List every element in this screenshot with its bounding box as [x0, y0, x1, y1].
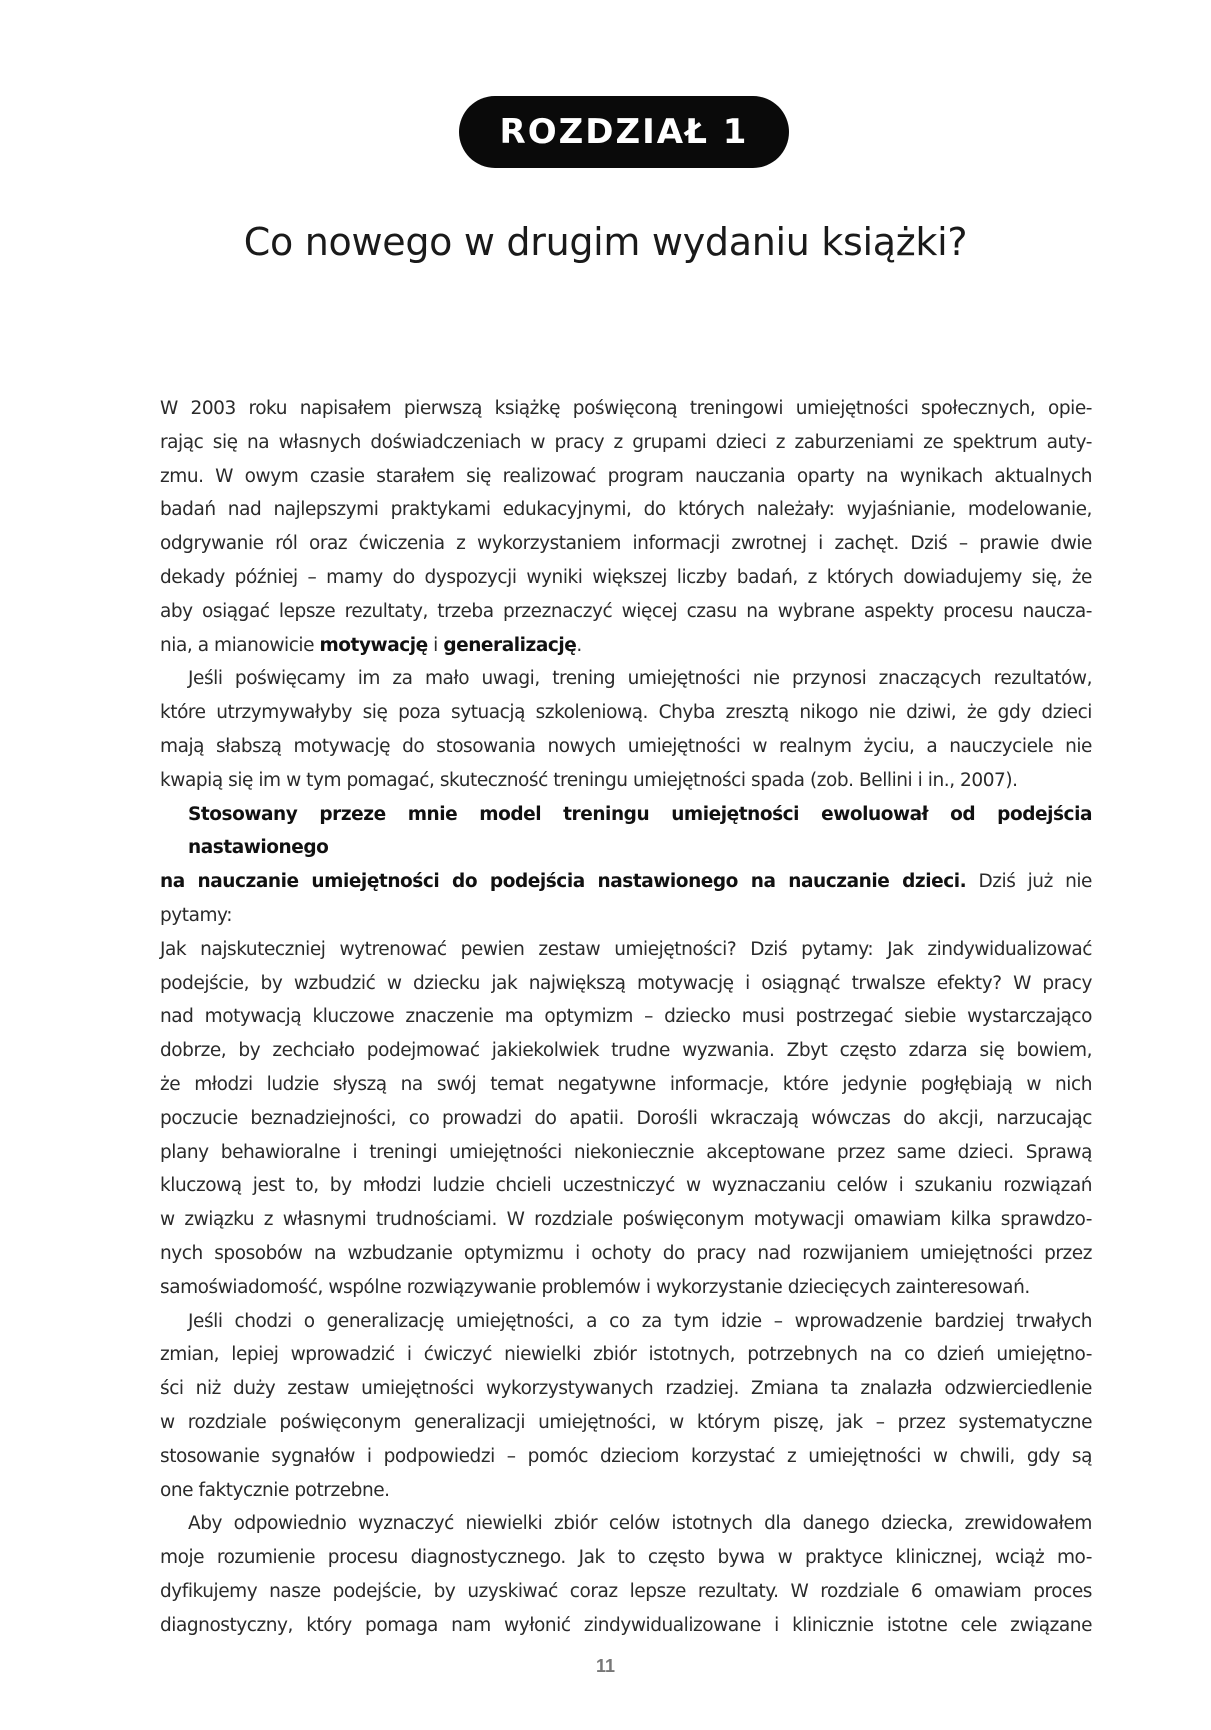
text-line — [160, 1305, 1092, 1339]
text-line — [160, 629, 1092, 663]
bold-text: Stosowany przeze mnie model treningu umiejętności ewoluował od podejścia nastawionego — [188, 803, 1092, 859]
text-run: badań nad najlepszymi praktykami edukacyjnymi, do których należały: wyjaśnianie, modelowanie, — [160, 499, 1092, 521]
text-run: które utrzymywałyby się poza sytuacją szkoleniową. Chyba zresztą nikogo nie dziwi, że gdy dzieci — [160, 702, 1092, 724]
text-run: Jeśli chodzi o generalizację umiejętności, a co za tym idzie – wprowadzenie bardziej trwałych — [188, 1310, 1092, 1332]
bold-text: generalizację — [443, 634, 577, 656]
text-line — [160, 460, 1092, 494]
text-line — [160, 561, 1092, 595]
text-line — [160, 662, 1092, 696]
text-line — [160, 1237, 1092, 1271]
text-line — [160, 493, 1092, 527]
text-line — [160, 967, 1092, 1001]
bold-text: na nauczanie umiejętności do podejścia nastawionego na nauczanie dzieci. — [160, 871, 967, 893]
text-run: nych sposobów na wzbudzanie optymizmu i ochoty do pracy nad rozwijaniem umiejętności przez — [160, 1242, 1092, 1264]
text-line — [160, 426, 1092, 460]
text-run: w rozdziale poświęconym generalizacji umiejętności, w którym piszę, jak – przez systematyczne — [160, 1411, 1092, 1433]
text-line — [160, 1338, 1092, 1372]
text-run: że młodzi ludzie słyszą na swój temat negatywne informacje, które jedynie pogłębiają w nich — [160, 1073, 1092, 1095]
text-run: odgrywanie ról oraz ćwiczenia z wykorzystaniem informacji zwrotnej i zachęt. Dziś – prawie dwie — [160, 533, 1092, 555]
text-line — [160, 865, 1092, 933]
paragraph — [160, 798, 1092, 1305]
text-run: one faktycznie potrzebne. — [160, 1479, 390, 1501]
text-run: diagnostyczny, który pomaga nam wyłonić zindywidualizowane i klinicznie istotne cele związane — [160, 1614, 1092, 1636]
text-run: zmu. W owym czasie starałem się realizować program nauczania oparty na wynikach aktualnych — [160, 465, 1092, 487]
text-line — [160, 1034, 1092, 1068]
text-line — [160, 696, 1092, 730]
text-run: zmian, lepiej wprowadzić i ćwiczyć niewielki zbiór istotnych, potrzebnych na co dzień umiejętno- — [160, 1344, 1092, 1366]
text-run: w związku z własnymi trudnościami. W rozdziale poświęconym motywacji omawiam kilka sprawdzo- — [160, 1209, 1092, 1231]
text-run: . — [576, 634, 582, 656]
text-run: stosowanie sygnałów i podpowiedzi – pomóc dzieciom korzystać z umiejętności w chwili, gdy są — [160, 1445, 1092, 1467]
text-run: plany behawioralne i treningi umiejętności niekoniecznie akceptowane przez same dzieci. Sprawą — [160, 1141, 1092, 1163]
text-line — [160, 1000, 1092, 1034]
text-line — [160, 798, 1092, 866]
text-line — [160, 595, 1092, 629]
text-run: dekady później – mamy do dyspozycji wyniki większej liczby badań, z których dowiadujemy się, że — [160, 566, 1092, 588]
text-run: poczucie beznadziejności, co prowadzi do apatii. Dorośli wkraczają wówczas do akcji, narzucając — [160, 1107, 1092, 1129]
text-line — [160, 1102, 1092, 1136]
text-run: Dziś już nie pytamy: — [160, 871, 1092, 926]
text-line — [160, 1440, 1092, 1474]
text-run: i — [427, 634, 444, 656]
text-run: dyfikujemy nasze podejście, by uzyskiwać coraz lepsze rezultaty. W rozdziale 6 omawiam proces — [160, 1580, 1092, 1602]
text-run: Aby odpowiednio wyznaczyć niewielki zbiór celów istotnych dla danego dziecka, zrewidowałem — [188, 1513, 1092, 1535]
text-line — [160, 1372, 1092, 1406]
text-run: Jak najskuteczniej wytrenować pewien zestaw umiejętności? Dziś pytamy: Jak zindywidualizować — [160, 938, 1092, 960]
text-run: dobrze, by zechciało podejmować jakiekolwiek trudne wyzwania. Zbyt często zdarza się bowiem, — [160, 1040, 1092, 1062]
text-run: moje rozumienie procesu diagnostycznego. Jak to często bywa w praktyce klinicznej, wciąż mo- — [160, 1547, 1092, 1569]
page-number: 11 — [595, 1656, 616, 1676]
text-line — [160, 1474, 1092, 1508]
text-line — [160, 764, 1092, 798]
text-line — [160, 1609, 1092, 1643]
text-line — [160, 1136, 1092, 1170]
text-run: kluczową jest to, by młodzi ludzie chcieli uczestniczyć w wyznaczaniu celów i szukaniu rozwiązań — [160, 1175, 1092, 1197]
text-line — [160, 1541, 1092, 1575]
text-run: samoświadomość, wspólne rozwiązywanie problemów i wykorzystanie dziecięcych zainteresowań. — [160, 1276, 1030, 1298]
text-line — [160, 1203, 1092, 1237]
text-line — [160, 1068, 1092, 1102]
bold-text: motywację — [319, 634, 428, 656]
text-line — [160, 1169, 1092, 1203]
text-run: podejście, by wzbudzić w dziecku jak największą motywację i osiągnąć trwalsze efekty? W pracy — [160, 972, 1092, 994]
text-run: kwapią się im w tym pomagać, skuteczność treningu umiejętności spada (zob. Bellini i in., 2007). — [160, 769, 1018, 791]
text-run: Jeśli poświęcamy im za mało uwagi, trening umiejętności nie przynosi znaczących rezultatów, — [188, 668, 1092, 690]
text-run: nia, a mianowicie — [160, 634, 320, 656]
text-line — [160, 933, 1092, 967]
paragraph — [160, 662, 1092, 797]
chapter-badge: ROZDZIAŁ 1 — [459, 96, 789, 168]
text-line — [160, 1575, 1092, 1609]
text-run: aby osiągać lepsze rezultaty, trzeba przeznaczyć więcej czasu na wybrane aspekty procesu naucza- — [160, 600, 1092, 622]
text-run: nad motywacją kluczowe znaczenie ma optymizm – dziecko musi postrzegać siebie wystarczająco — [160, 1006, 1092, 1028]
text-line — [160, 1406, 1092, 1440]
text-run: ści niż duży zestaw umiejętności wykorzystywanych rzadziej. Zmiana ta znalazła odzwierciedlenie — [160, 1378, 1092, 1400]
text-line — [160, 527, 1092, 561]
text-line — [160, 1271, 1092, 1305]
text-run: rając się na własnych doświadczeniach w pracy z grupami dzieci z zaburzeniami ze spektrum auty- — [160, 431, 1092, 453]
text-run: mają słabszą motywację do stosowania nowych umiejętności w realnym życiu, a nauczyciele nie — [160, 735, 1092, 757]
paragraph — [160, 392, 1092, 662]
text-line — [160, 730, 1092, 764]
paragraph — [160, 1305, 1092, 1508]
paragraph — [160, 1507, 1092, 1642]
text-line — [160, 1507, 1092, 1541]
chapter-title: Co nowego w drugim wydaniu książki? — [243, 220, 968, 264]
body-text — [160, 392, 1092, 1642]
text-line — [160, 392, 1092, 426]
text-run: W 2003 roku napisałem pierwszą książkę poświęconą treningowi umiejętności społecznych, opie- — [160, 398, 1092, 419]
